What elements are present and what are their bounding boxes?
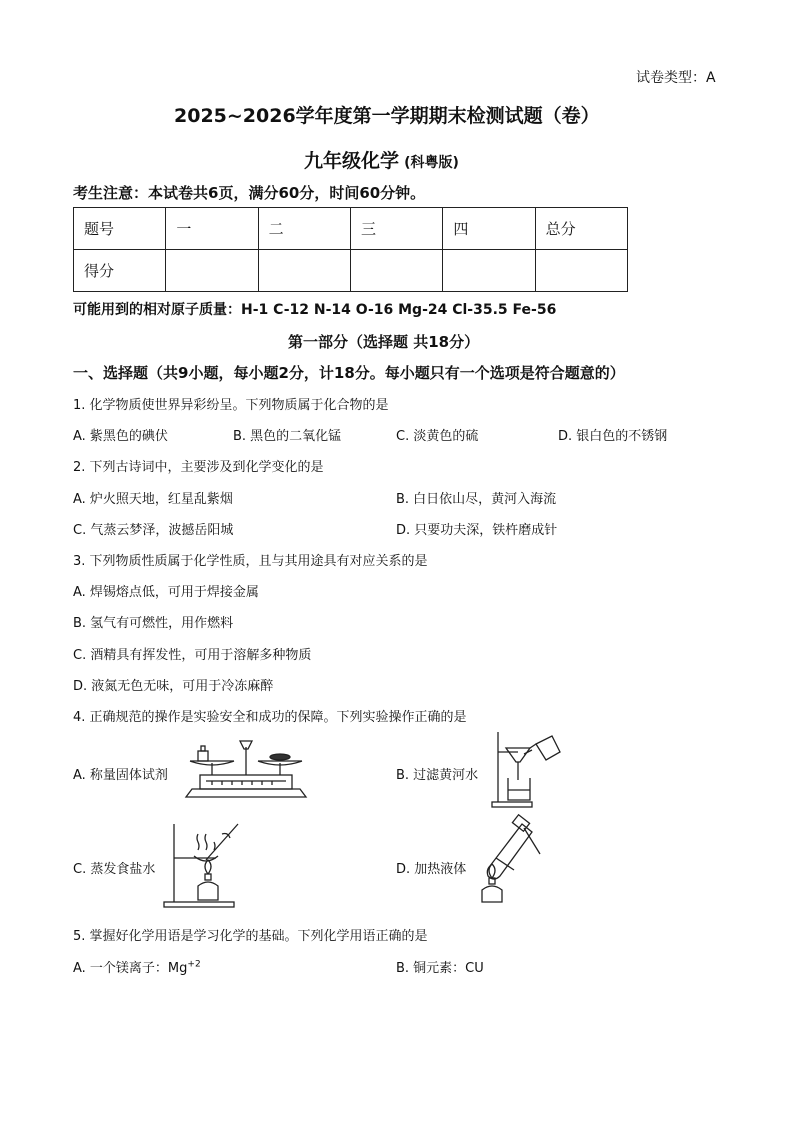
table-cell: 三 xyxy=(350,208,442,250)
table-cell: 四 xyxy=(443,208,535,250)
question-4-option-b[interactable]: B. 过滤黄河水 xyxy=(396,768,479,783)
score-input-cell[interactable] xyxy=(350,250,442,292)
exam-subtitle xyxy=(304,146,459,173)
score-table xyxy=(73,207,628,292)
score-input-cell[interactable] xyxy=(535,250,627,292)
question-2-stem: 2. 下列古诗词中，主要涉及到化学变化的是 xyxy=(73,460,324,475)
option-a-text: A. 一个镁离子：Mg xyxy=(73,961,188,976)
question-4-option-c[interactable]: C. 蒸发食盐水 xyxy=(73,862,156,877)
score-table-header-row xyxy=(74,208,628,250)
score-input-cell[interactable] xyxy=(166,250,258,292)
section-title: 一、选择题（共9小题，每小题2分，计18分。每小题只有一个选项是符合题意的） xyxy=(73,364,625,382)
question-4-option-d[interactable]: D. 加热液体 xyxy=(396,862,467,877)
table-cell: 得分 xyxy=(74,250,166,292)
table-cell: 题号 xyxy=(74,208,166,250)
question-1-option-d[interactable]: D. 银白色的不锈钢 xyxy=(558,429,668,444)
atomic-masses: 可能用到的相对原子质量：H-1 C-12 N-14 O-16 Mg-24 Cl-35.5 Fe-56 xyxy=(73,302,557,318)
part-title: 第一部分（选择题 共18分） xyxy=(288,333,480,351)
score-input-cell[interactable] xyxy=(443,250,535,292)
question-1-option-a[interactable]: A. 紫黑色的碘伏 xyxy=(73,429,168,444)
question-2-option-c[interactable]: C. 气蒸云梦泽，波撼岳阳城 xyxy=(73,523,234,538)
score-table-score-row xyxy=(74,250,628,292)
subject-title: 九年级化学 xyxy=(304,150,400,172)
evaporation-apparatus-icon xyxy=(160,820,244,908)
question-1-stem: 1. 化学物质使世界异彩纷呈。下列物质属于化合物的是 xyxy=(73,398,389,413)
filtration-apparatus-icon xyxy=(488,730,564,808)
question-4-option-a[interactable]: A. 称量固体试剂 xyxy=(73,768,168,783)
paper-type: 试卷类型：A xyxy=(636,70,716,86)
balance-scale-icon xyxy=(182,737,310,801)
table-cell: 一 xyxy=(166,208,258,250)
score-input-cell[interactable] xyxy=(258,250,350,292)
exam-title: 2025~2026学年度第一学期期末检测试题（卷） xyxy=(174,105,600,127)
edition-label: (科粤版) xyxy=(404,155,459,171)
question-3-option-d[interactable]: D. 液氮无色无味，可用于冷冻麻醉 xyxy=(73,679,274,694)
question-3-option-b[interactable]: B. 氢气有可燃性，用作燃料 xyxy=(73,616,234,631)
test-tube-heating-icon xyxy=(470,818,544,904)
question-4-stem: 4. 正确规范的操作是实验安全和成功的保障。下列实验操作正确的是 xyxy=(73,710,467,725)
question-1-option-c[interactable]: C. 淡黄色的硫 xyxy=(396,429,479,444)
question-5-stem: 5. 掌握好化学用语是学习化学的基础。下列化学用语正确的是 xyxy=(73,929,428,944)
question-5-option-b[interactable]: B. 铜元素：CU xyxy=(396,961,484,976)
question-3-option-a[interactable]: A. 焊锡熔点低，可用于焊接金属 xyxy=(73,585,259,600)
charge-superscript: +2 xyxy=(187,959,201,970)
question-2-option-d[interactable]: D. 只要功夫深，铁杵磨成针 xyxy=(396,523,558,538)
question-2-option-b[interactable]: B. 白日依山尽，黄河入海流 xyxy=(396,492,557,507)
question-5-option-a[interactable] xyxy=(73,957,201,976)
question-3-option-c[interactable]: C. 酒精具有挥发性，可用于溶解多种物质 xyxy=(73,648,312,663)
candidate-notice: 考生注意：本试卷共6页，满分60分，时间60分钟。 xyxy=(73,184,426,202)
table-cell: 总分 xyxy=(535,208,627,250)
question-1-option-b[interactable]: B. 黑色的二氧化锰 xyxy=(233,429,342,444)
table-cell: 二 xyxy=(258,208,350,250)
question-3-stem: 3. 下列物质性质属于化学性质，且与其用途具有对应关系的是 xyxy=(73,554,428,569)
question-2-option-a[interactable]: A. 炉火照天地，红星乱紫烟 xyxy=(73,492,233,507)
